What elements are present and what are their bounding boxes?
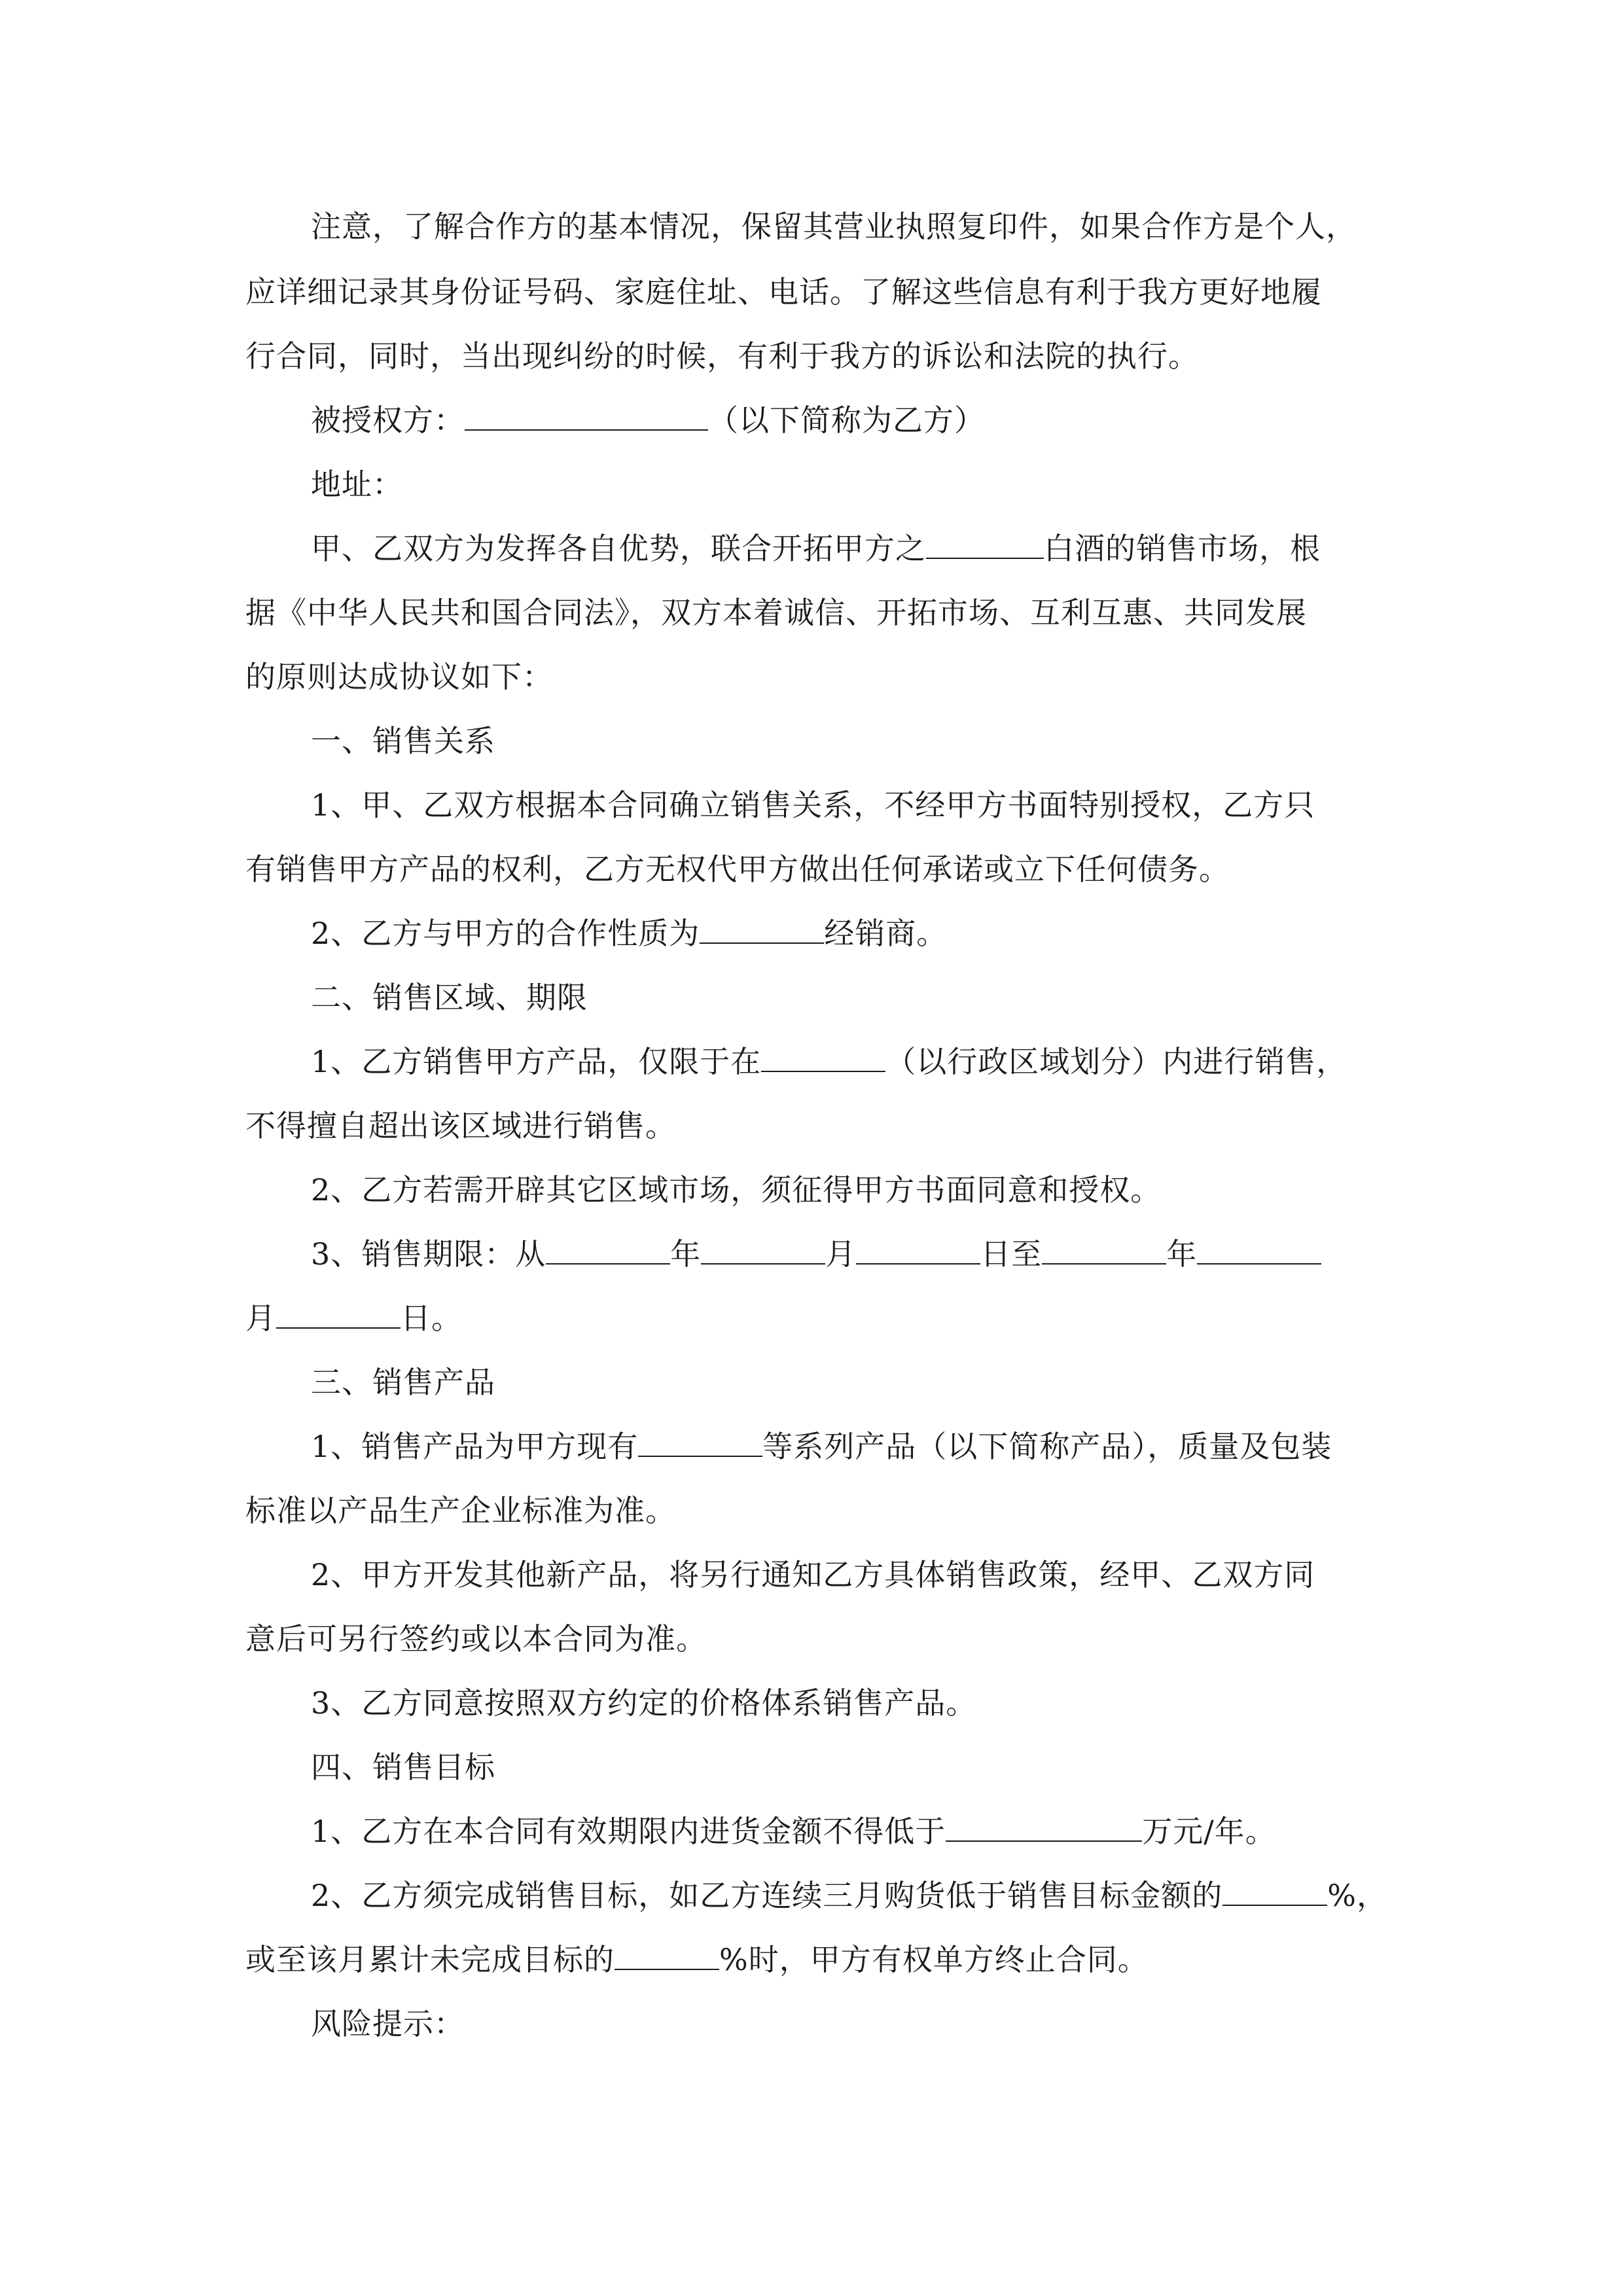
- fill-blank: [465, 403, 708, 431]
- paragraph-line: [245, 1941, 1149, 1978]
- text-run: 3、销售期限：从: [311, 1236, 546, 1272]
- paragraph-line: [245, 594, 1307, 631]
- text-run: %，: [1327, 1878, 1387, 1913]
- text-run: 经销商。: [824, 916, 948, 951]
- section-heading: [311, 723, 495, 759]
- fill-blank: [1222, 1878, 1327, 1906]
- text-run: 意后可另行签约或以本合同为准。: [245, 1621, 707, 1657]
- sales-period-line: [311, 1236, 1321, 1272]
- text-run: 1、乙方销售甲方产品，仅限于在: [311, 1044, 762, 1079]
- text-run: 白酒的销售市场，根: [1044, 531, 1321, 566]
- text-run: 被授权方：: [311, 403, 465, 438]
- text-run: 2、乙方若需开辟其它区域市场，须征得甲方书面同意和授权。: [311, 1172, 1162, 1208]
- fill-blank: [638, 1429, 762, 1457]
- fill-blank: [946, 1814, 1142, 1842]
- text-run: 风险提示：: [311, 2006, 465, 2041]
- text-run: 1、甲、乙双方根据本合同确立销售关系，不经甲方书面特别授权，乙方只: [311, 787, 1315, 823]
- paragraph-line: [245, 338, 1199, 374]
- paragraph-line: [245, 1492, 676, 1529]
- text-run: 1、乙方在本合同有效期限内进货金额不得低于: [311, 1814, 946, 1849]
- paragraph-line: [311, 1685, 976, 1721]
- text-run: 行合同，同时，当出现纠纷的时候，有利于我方的诉讼和法院的执行。: [245, 338, 1199, 374]
- fill-blank: [615, 1943, 719, 1970]
- text-run: 四、销售目标: [311, 1749, 495, 1785]
- text-run: 注意，了解合作方的基本情况，保留其营业执照复印件，如果合作方是个人，: [311, 209, 1357, 244]
- text-run: 日。: [401, 1300, 462, 1336]
- text-run: 1、销售产品为甲方现有: [311, 1429, 639, 1464]
- text-run: 标准以产品生产企业标准为准。: [245, 1493, 676, 1528]
- text-run: 应详细记录其身份证号码、家庭住址、电话。了解这些信息有利于我方更好地履: [245, 274, 1322, 310]
- fill-blank: [546, 1237, 670, 1265]
- text-run: 年: [1166, 1236, 1198, 1272]
- text-run: 3、乙方同意按照双方约定的价格体系销售产品。: [311, 1685, 977, 1721]
- fill-blank: [276, 1301, 401, 1329]
- text-run: 或至该月累计未完成目标的: [245, 1942, 615, 1977]
- paragraph-line: [245, 851, 1230, 888]
- risk-note-heading: [311, 2005, 465, 2042]
- fill-blank: [700, 916, 824, 944]
- text-run: 有销售甲方产品的权利，乙方无权代甲方做出任何承诺或立下任何债务。: [245, 852, 1230, 887]
- text-run: 一、销售关系: [311, 723, 495, 759]
- fill-blank: [1197, 1237, 1321, 1265]
- text-run: 月: [245, 1300, 276, 1336]
- text-run: %时，甲方有权单方终止合同。: [719, 1942, 1149, 1977]
- authorized-party-line: [311, 402, 985, 439]
- address-line: [311, 466, 403, 503]
- text-run: 2、甲方开发其他新产品，将另行通知乙方具体销售政策，经甲、乙双方同: [311, 1557, 1315, 1592]
- section-heading: [311, 1364, 495, 1401]
- text-run: 地址：: [311, 467, 403, 502]
- fill-blank: [701, 1237, 825, 1265]
- paragraph-line: [311, 1043, 1347, 1080]
- paragraph-line: [311, 1428, 1332, 1465]
- paragraph-line: [311, 208, 1357, 245]
- paragraph-line: [311, 915, 947, 952]
- paragraph-line: [311, 1172, 1161, 1208]
- fill-blank: [926, 531, 1044, 559]
- fill-blank: [761, 1045, 885, 1072]
- text-run: 2、乙方须完成销售目标，如乙方连续三月购货低于销售目标金额的: [311, 1878, 1223, 1913]
- paragraph-line: [311, 1877, 1387, 1914]
- paragraph-line: [311, 1813, 1276, 1850]
- paragraph-line: [245, 1621, 707, 1657]
- text-run: 等系列产品（以下简称产品），质量及包装: [762, 1429, 1332, 1464]
- text-run: 万元/年。: [1142, 1814, 1276, 1849]
- text-run: 三、销售产品: [311, 1365, 495, 1400]
- text-run: （以下简称为乙方）: [708, 403, 985, 438]
- paragraph-line: [245, 658, 553, 695]
- text-run: 月: [825, 1236, 857, 1272]
- paragraph-line: [245, 1107, 676, 1144]
- text-run: 不得擅自超出该区域进行销售。: [245, 1108, 676, 1143]
- text-run: 据《中华人民共和国合同法》，双方本着诚信、开拓市场、互利互惠、共同发展: [245, 595, 1307, 630]
- paragraph-line: [311, 1556, 1315, 1593]
- text-run: 甲、乙双方为发挥各自优势，联合开拓甲方之: [311, 531, 926, 566]
- paragraph-line: [311, 530, 1321, 567]
- sales-period-line: [245, 1300, 462, 1336]
- text-run: 二、销售区域、期限: [311, 980, 588, 1015]
- text-run: 的原则达成协议如下：: [245, 659, 553, 694]
- section-heading: [311, 1749, 495, 1785]
- text-run: 2、乙方与甲方的合作性质为: [311, 916, 700, 951]
- section-heading: [311, 979, 588, 1016]
- fill-blank: [856, 1237, 980, 1265]
- text-run: 日至: [980, 1236, 1043, 1272]
- paragraph-line: [245, 274, 1322, 310]
- fill-blank: [1042, 1237, 1166, 1265]
- paragraph-line: [311, 787, 1315, 823]
- text-run: 年: [670, 1236, 702, 1272]
- text-run: （以行政区域划分）内进行销售，: [885, 1044, 1347, 1079]
